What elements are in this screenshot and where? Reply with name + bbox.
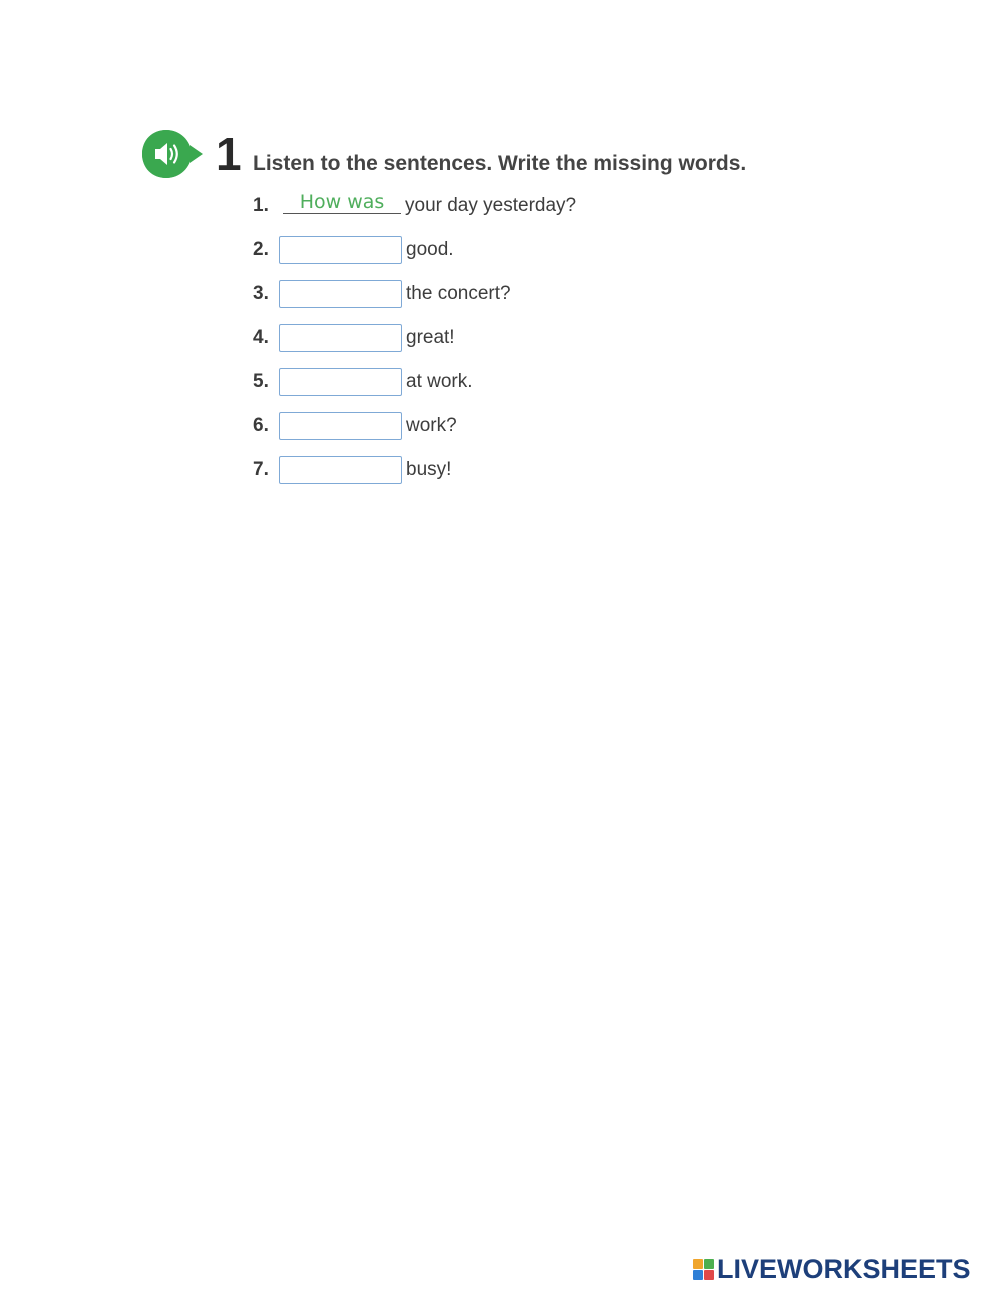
answer-input-7[interactable]	[279, 456, 402, 484]
sentence-text: the concert?	[406, 283, 511, 304]
sentence-row-7	[253, 455, 451, 485]
exercise-instruction: Listen to the sentences. Write the missing words.	[253, 152, 747, 175]
liveworksheets-logo	[693, 1254, 971, 1284]
sentence-row-3	[253, 279, 511, 309]
sentence-text: at work.	[406, 371, 473, 392]
sentence-row-4	[253, 323, 455, 353]
sentence-row-2	[253, 235, 454, 265]
answer-input-5[interactable]	[279, 368, 402, 396]
sentence-number: 4.	[253, 327, 269, 348]
sentence-row-5	[253, 367, 473, 397]
audio-play-button[interactable]	[140, 128, 204, 180]
sentence-text: good.	[406, 239, 454, 260]
answer-input-4[interactable]	[279, 324, 402, 352]
brand-square-red	[704, 1270, 714, 1280]
exercise-number: 1	[216, 128, 241, 180]
sentence-number: 2.	[253, 239, 269, 260]
sentence-row-6	[253, 411, 457, 441]
speaker-icon	[140, 128, 204, 180]
sentence-number: 7.	[253, 459, 269, 480]
answer-input-3[interactable]	[279, 280, 402, 308]
sentence-number: 1.	[253, 195, 269, 216]
answer-input-6[interactable]	[279, 412, 402, 440]
sentence-row-1	[253, 191, 576, 221]
sentence-text: your day yesterday?	[405, 195, 577, 216]
brand-square-green	[704, 1259, 714, 1269]
sentence-number: 5.	[253, 371, 269, 392]
sentence-number: 3.	[253, 283, 269, 304]
sentence-text: great!	[406, 327, 455, 348]
sentence-number: 6.	[253, 415, 269, 436]
example-answer: How was	[283, 191, 401, 214]
sentence-text: work?	[406, 415, 457, 436]
answer-input-2[interactable]	[279, 236, 402, 264]
brand-grid-icon	[693, 1259, 714, 1280]
brand-square-orange	[693, 1259, 703, 1269]
brand-name: LIVEWORKSHEETS	[717, 1253, 971, 1284]
brand-square-blue	[693, 1270, 703, 1280]
sentence-text: busy!	[406, 459, 452, 480]
